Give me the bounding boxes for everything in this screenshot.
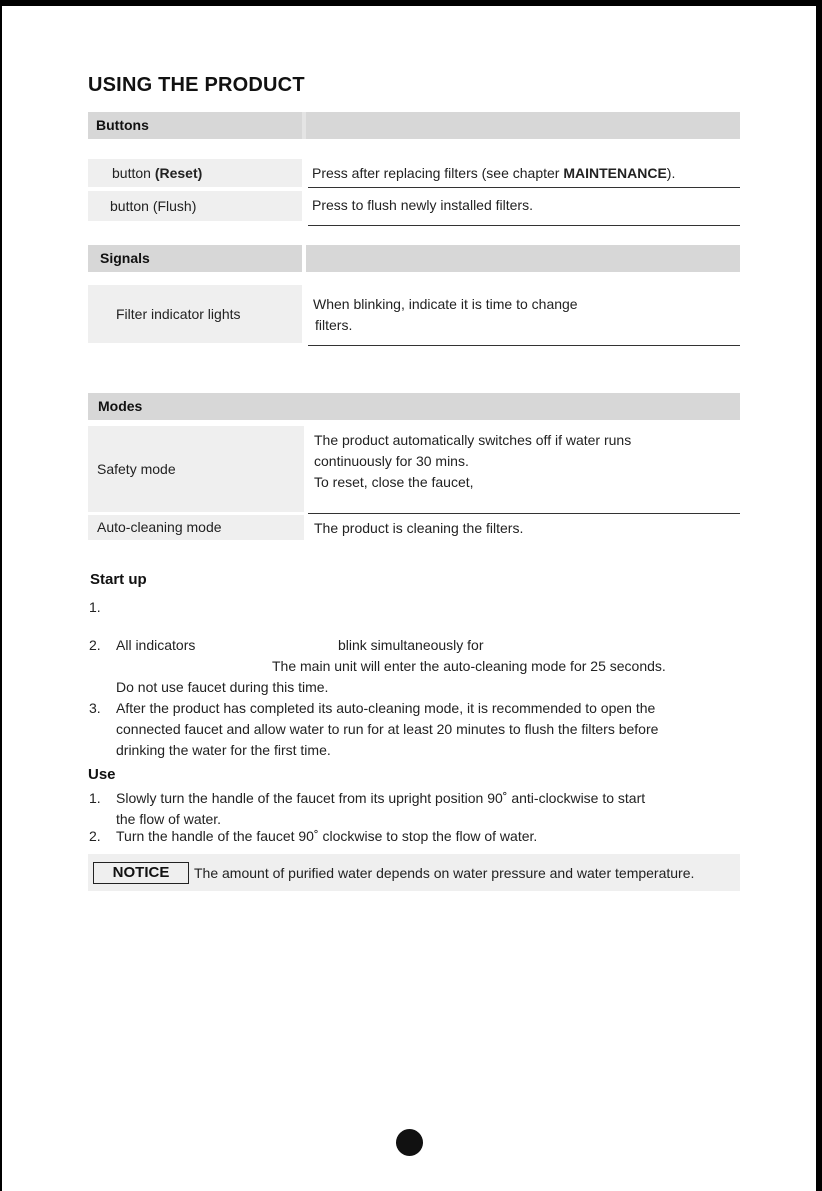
header-divider [302,245,306,272]
table-row-autoclean-desc: The product is cleaning the filters. [314,520,524,536]
table-row-reset-name [88,159,302,187]
filter-desc-line2: filters. [315,317,353,333]
list-number: 1. [89,790,101,806]
page-border-left [0,0,2,1191]
divider [308,513,740,514]
divider [308,187,740,188]
table-row-reset-desc [312,163,675,184]
table-row-safety-desc [314,430,631,493]
list-item-line: drinking the water for the first time. [116,742,331,758]
safety-desc-line2: continuously for 30 mins. [314,453,469,469]
use-heading: Use [88,766,116,783]
startup-heading: Start up [90,571,147,588]
header-divider [302,112,306,139]
table-row-flush-name [88,191,302,221]
safety-desc-line3: To reset, close the faucet, [314,474,474,490]
reset-label-bold: (Reset) [154,165,203,181]
list-number: 2. [89,637,101,653]
list-number: 3. [89,700,101,716]
page-title: USING THE PRODUCT [88,74,305,96]
safety-mode-label: Safety mode [97,461,176,477]
list-number: 1. [89,599,101,615]
table-row-filter-lights-name [88,285,302,343]
flush-button-label: button (Flush) [110,198,197,214]
table-row-safety-name [88,426,304,512]
list-item: Do not use faucet during this time. [116,679,329,695]
signals-header-bar [88,245,740,272]
buttons-header-bar [88,112,740,139]
list-item: All indicators [116,637,196,653]
notice-label: NOTICE [93,862,189,884]
notice-text: The amount of purified water depends on water pressure and water temperature. [194,865,695,881]
list-item [116,698,658,761]
list-item: The main unit will enter the auto-cleaning mode for 25 seconds. [272,658,666,674]
autoclean-mode-label: Auto-cleaning mode [97,519,222,535]
list-item-line: the flow of water. [116,811,222,827]
modes-header-bar [88,393,740,420]
reset-desc-text: Press after replacing filters (see chapter [312,165,564,181]
page-border-top [0,0,822,6]
buttons-header: Buttons [96,117,149,133]
page-number-dot [396,1129,423,1156]
table-row-filter-lights-desc [313,294,578,336]
list-item-line: connected faucet and allow water to run for at least 20 minutes to flush the filters before [116,721,659,737]
filter-indicator-label: Filter indicator lights [116,306,241,322]
reset-button-label: button [112,165,155,181]
list-item-line: Slowly turn the handle of the faucet from its upright position 90˚ anti-clockwise to start [116,790,646,806]
page-border-right [816,0,822,1191]
list-item: blink simultaneously for [338,637,484,653]
signals-header: Signals [100,250,150,266]
list-item-line: After the product has completed its auto-cleaning mode, it is recommended to open the [116,700,656,716]
maintenance-link-text: MAINTENANCE [563,165,667,181]
list-item: Turn the handle of the faucet 90˚ clockwise to stop the flow of water. [116,828,538,844]
list-number: 2. [89,828,101,844]
filter-desc-line1: When blinking, indicate it is time to change [313,296,578,312]
divider [308,225,740,226]
table-row-flush-desc: Press to flush newly installed filters. [312,197,533,213]
reset-desc-suffix: ). [666,165,676,181]
safety-desc-line1: The product automatically switches off if water runs [314,432,632,448]
table-row-autoclean-name [88,515,304,540]
list-item [116,788,645,830]
modes-header: Modes [98,398,143,414]
divider [308,345,740,346]
